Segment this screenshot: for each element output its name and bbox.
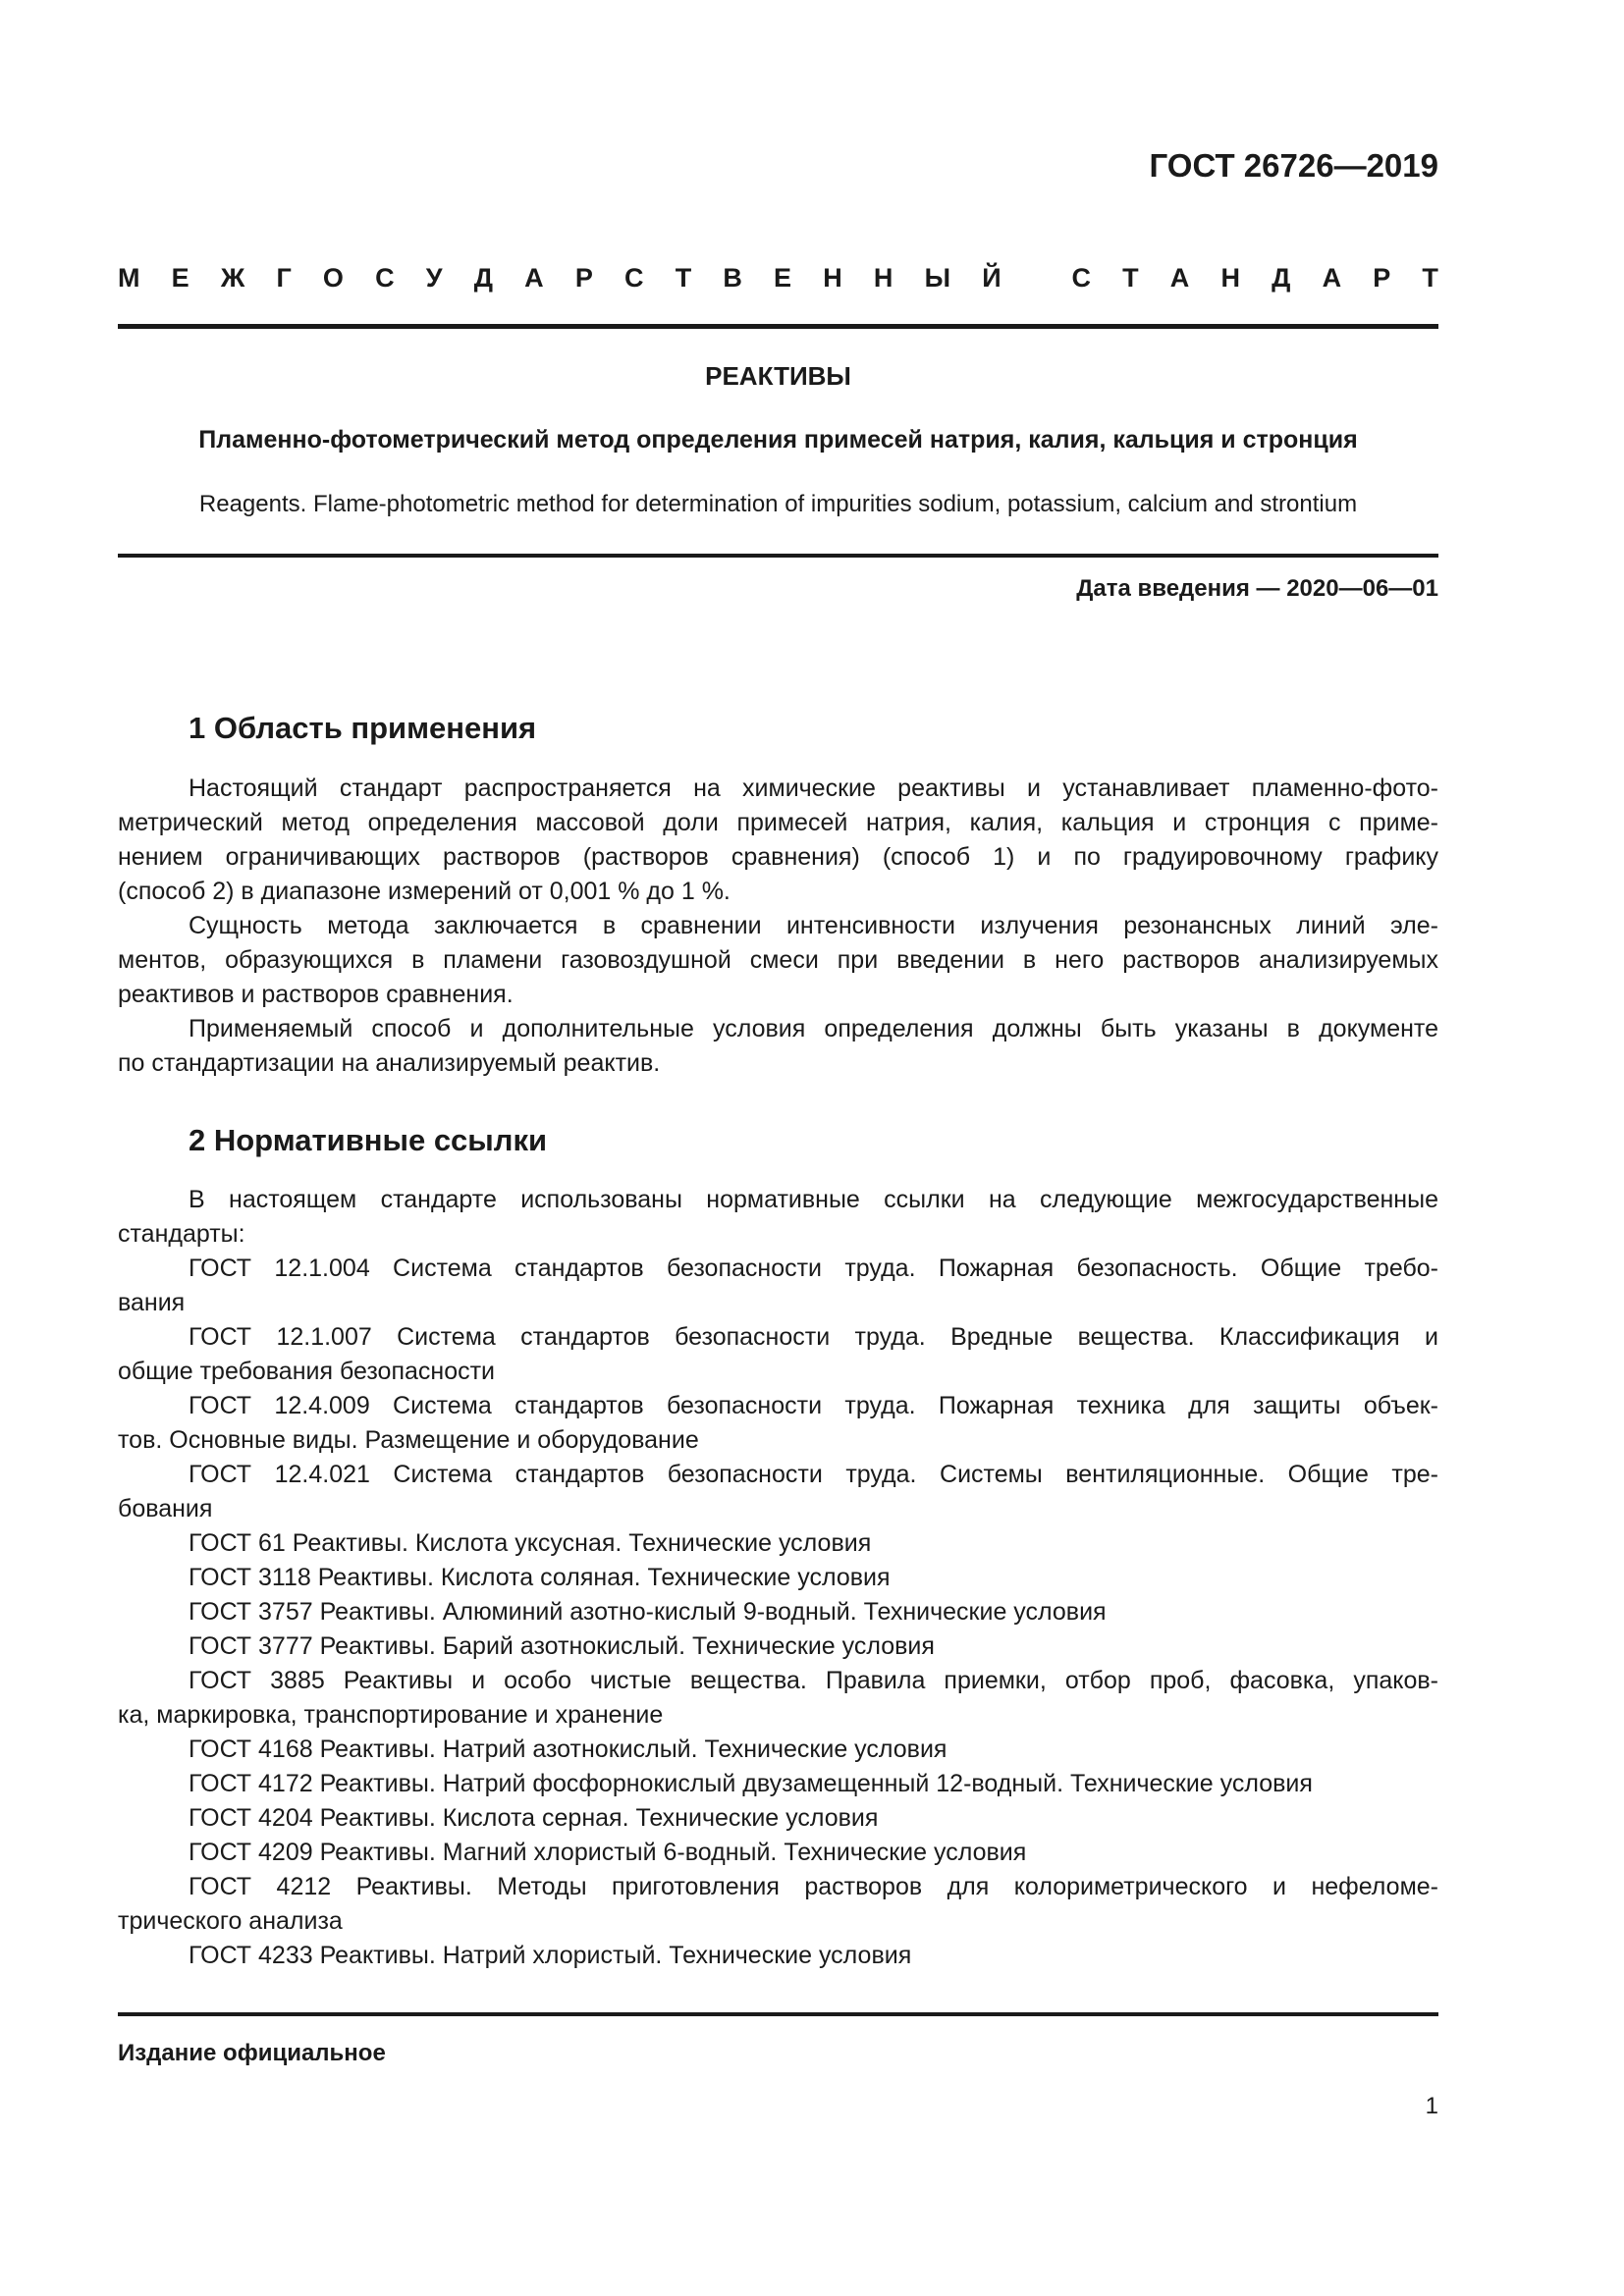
banner-letter: А <box>1169 263 1190 293</box>
reference-line: ГОСТ 4212 Реактивы. Методы приготовления растворов для колориметрического и нефеломе- <box>189 1873 1438 1900</box>
reference-line: ГОСТ 3757 Реактивы. Алюминий азотно-кислый 9-водный. Технические условия <box>189 1598 1107 1626</box>
banner-letter: Н <box>873 263 893 293</box>
text-line: Настоящий стандарт распространяется на химические реактивы и устанавливает пламенно-фото- <box>189 774 1438 802</box>
banner-letter: С <box>375 263 395 293</box>
reference-line: ГОСТ 61 Реактивы. Кислота уксусная. Технические условия <box>189 1529 872 1557</box>
banner-letter: Н <box>1220 263 1240 293</box>
reference-line: вания <box>118 1289 186 1316</box>
text-line: стандарты: <box>118 1220 245 1248</box>
reference-line: ГОСТ 12.4.009 Система стандартов безопасности труда. Пожарная техника для защиты объек- <box>189 1392 1438 1419</box>
reference-line: тов. Основные виды. Размещение и оборудование <box>118 1426 699 1454</box>
banner-letter: С <box>624 263 644 293</box>
official-edition-label: Издание официальное <box>118 2040 386 2066</box>
reference-line: ка, маркировка, транспортирование и хранение <box>118 1701 664 1729</box>
banner-letter: У <box>425 263 443 293</box>
banner-letter: Т <box>1422 263 1438 293</box>
banner-letter: М <box>118 263 140 293</box>
banner-letter: Д <box>1272 263 1291 293</box>
reference-line: ГОСТ 12.1.007 Система стандартов безопасности труда. Вредные вещества. Классификация и <box>189 1323 1438 1351</box>
banner-letter: Ы <box>924 263 951 293</box>
reference-line: ГОСТ 4204 Реактивы. Кислота серная. Технические условия <box>189 1804 879 1832</box>
section-2-heading: 2 Нормативные ссылки <box>189 1123 548 1157</box>
banner-letter: Д <box>473 263 493 293</box>
section-2-body <box>118 1183 1438 1973</box>
section-2-intro <box>118 1183 1438 1252</box>
banner-letter: Р <box>574 263 593 293</box>
reference-line: ГОСТ 3885 Реактивы и особо чистые вещества. Правила приемки, отбор проб, фасовка, упаков- <box>189 1667 1438 1694</box>
reference-line: ГОСТ 4209 Реактивы. Магний хлористый 6-водный. Технические условия <box>189 1839 1027 1866</box>
document-title: РЕАКТИВЫ <box>705 361 851 391</box>
text-line: ментов, образующихся в пламени газовоздушной смеси при введении в него растворов анализируемых <box>118 946 1438 974</box>
banner-letter: А <box>524 263 544 293</box>
reference-item <box>118 1526 1438 1561</box>
reference-line: ГОСТ 12.4.021 Система стандартов безопасности труда. Системы вентиляционные. Общие тре- <box>189 1461 1438 1488</box>
text-line: реактивов и растворов сравнения. <box>118 981 514 1008</box>
text-line: (способ 2) в диапазоне измерений от 0,001 % до 1 %. <box>118 878 731 905</box>
reference-item <box>118 1767 1438 1801</box>
standard-code: ГОСТ 26726—2019 <box>1149 147 1438 184</box>
banner-letter: Р <box>1373 263 1391 293</box>
reference-item <box>118 1870 1438 1939</box>
section-1-body <box>118 772 1438 1081</box>
normative-references-list <box>118 1252 1438 1973</box>
reference-line: ГОСТ 4172 Реактивы. Натрий фосфорнокислый двузамещенный 12-водный. Технические условия <box>189 1770 1313 1797</box>
text-line: Сущность метода заключается в сравнении интенсивности излучения резонансных линий эле- <box>189 912 1438 939</box>
reference-item <box>118 1389 1438 1458</box>
document-page <box>118 0 1438 2296</box>
reference-line: ГОСТ 12.1.004 Система стандартов безопасности труда. Пожарная безопасность. Общие требо- <box>189 1255 1438 1282</box>
reference-item <box>118 1595 1438 1629</box>
word-gap <box>1033 263 1041 294</box>
banner-letter: А <box>1322 263 1342 293</box>
title-divider <box>118 554 1438 558</box>
reference-item <box>118 1561 1438 1595</box>
banner-letter: Е <box>774 263 792 293</box>
reference-line: ГОСТ 4233 Реактивы. Натрий хлористый. Технические условия <box>189 1942 912 1969</box>
section-1-paragraph-3 <box>118 1012 1438 1081</box>
banner-letter: В <box>723 263 742 293</box>
text-line: В настоящем стандарте использованы нормативные ссылки на следующие межгосударственные <box>189 1186 1438 1213</box>
banner-letter: С <box>1071 263 1091 293</box>
reference-item <box>118 1733 1438 1767</box>
text-line: Применяемый способ и дополнительные условия определения должны быть указаны в документе <box>189 1015 1438 1042</box>
reference-item <box>118 1629 1438 1664</box>
reference-item <box>118 1458 1438 1526</box>
top-divider <box>118 324 1438 329</box>
banner-letter: Т <box>675 263 692 293</box>
reference-line: трического анализа <box>118 1907 343 1935</box>
reference-item <box>118 1939 1438 1973</box>
text-line: нением ограничивающих растворов (растворов сравнения) (способ 1) и по градуировочному графику <box>118 843 1438 871</box>
reference-item <box>118 1836 1438 1870</box>
section-1-paragraph-2 <box>118 909 1438 1012</box>
section-1-paragraph-1 <box>118 772 1438 909</box>
reference-item <box>118 1320 1438 1389</box>
reference-line: ГОСТ 3777 Реактивы. Барий азотнокислый. Технические условия <box>189 1632 935 1660</box>
text-line: метрический метод определения массовой доли примесей натрия, калия, кальция и стронция с приме- <box>118 809 1438 836</box>
text-line: по стандартизации на анализируемый реактив. <box>118 1049 661 1077</box>
reference-line: ГОСТ 4168 Реактивы. Натрий азотнокислый. Технические условия <box>189 1735 947 1763</box>
banner-letter: О <box>322 263 344 293</box>
page-number: 1 <box>1425 2093 1438 2119</box>
footer-divider <box>118 2012 1438 2016</box>
reference-line: ГОСТ 3118 Реактивы. Кислота соляная. Технические условия <box>189 1564 891 1591</box>
english-title: Reagents. Flame-photometric method for determination of impurities sodium, potassium, calcium and strontium <box>198 491 1358 517</box>
banner-letter: Т <box>1122 263 1139 293</box>
banner-letter: Ж <box>220 263 245 293</box>
document-subtitle: Пламенно-фотометрический метод определения примесей натрия, калия, кальция и стронция <box>198 426 1358 454</box>
reference-item <box>118 1801 1438 1836</box>
reference-item <box>118 1252 1438 1320</box>
banner-letter: Г <box>276 263 292 293</box>
reference-line: бования <box>118 1495 213 1522</box>
reference-item <box>118 1664 1438 1733</box>
reference-line: общие требования безопасности <box>118 1358 496 1385</box>
effective-date: Дата введения — 2020—06—01 <box>1076 575 1438 602</box>
banner-letter: Е <box>171 263 189 293</box>
interstate-standard-banner <box>118 263 1438 294</box>
banner-letter: Й <box>982 263 1001 293</box>
banner-letter: Н <box>823 263 842 293</box>
section-1-heading: 1 Область применения <box>189 711 537 745</box>
